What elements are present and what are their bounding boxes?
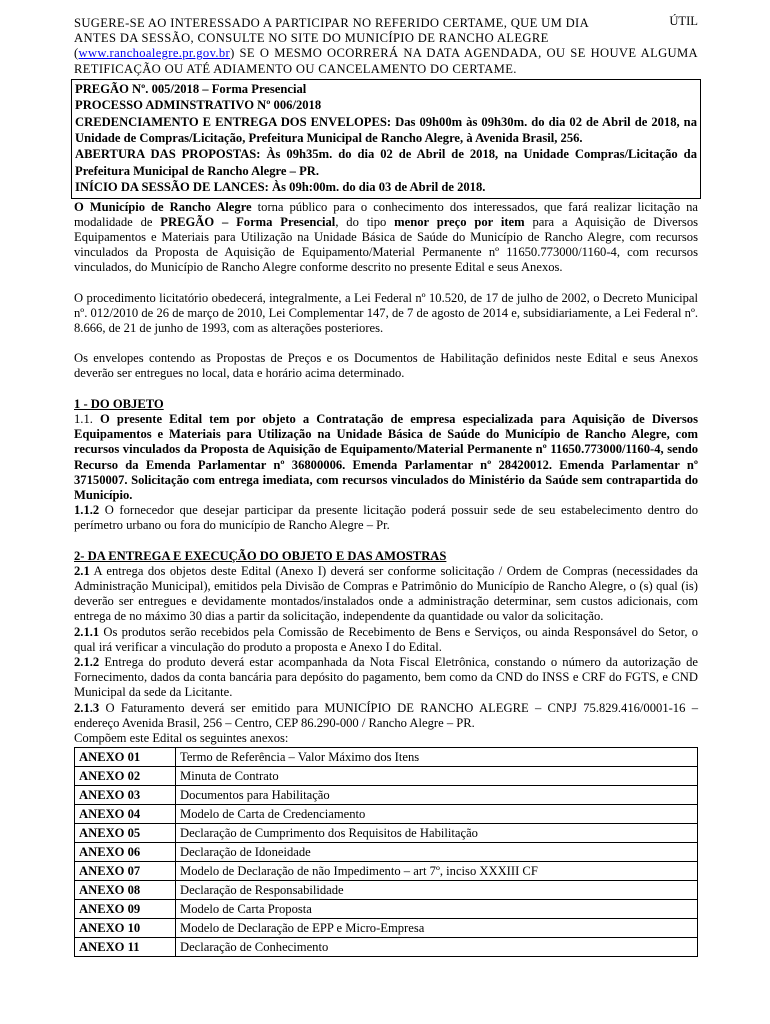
annex-table xyxy=(74,747,698,957)
annex-description: Declaração de Conhecimento xyxy=(176,938,698,957)
legal-basis-paragraph: O procedimento licitatório obedecerá, integralmente, a Lei Federal nº 10.520, de 17 de julho de 2002, o Decreto Municipal nº. 012/2010 de 26 de março de 2010, Lei Complementar 147, de 7 de agosto de 2014 e, subsidiariamente, a Lei Federal nº. 8.666, de 21 de junho de 1993, com as alterações posteriores. xyxy=(74,290,698,336)
section-1-title: 1 - DO OBJETO xyxy=(74,396,164,411)
annex-intro: Compõem este Edital os seguintes anexos: xyxy=(74,730,289,745)
annex-description: Modelo de Declaração de EPP e Micro-Empresa xyxy=(176,919,698,938)
clause-2-1 xyxy=(74,564,698,625)
annex-description: Declaração de Cumprimento dos Requisitos de Habilitação xyxy=(176,824,698,843)
clause-2-1-1-number: 2.1.1 xyxy=(74,624,100,639)
processo-line: PROCESSO ADMINSTRATIVO Nº 006/2018 xyxy=(75,98,322,113)
annex-id: ANEXO 10 xyxy=(75,919,176,938)
clause-2-1-3-text: O Faturamento deverá ser emitido para MUNICÍPIO DE RANCHO ALEGRE – CNPJ 75.829.416/0001-16 – endereço Avenida Brasil, 256 – Centro, CEP 86.290-000 / Rancho Alegre – PR. xyxy=(74,700,698,730)
table-row xyxy=(75,919,698,938)
clause-1-1-number: 1.1. xyxy=(74,411,93,426)
annex-description: Termo de Referência – Valor Máximo dos Itens xyxy=(176,748,698,767)
annex-description: Minuta de Contrato xyxy=(176,767,698,786)
annex-id: ANEXO 09 xyxy=(75,900,176,919)
clause-1-1-text: O presente Edital tem por objeto a Contratação de empresa especializada para Aquisição de Diversos Equipamentos e Materiais para Utilização na Unidade Básica de Saúde do Município de Rancho Alegre, com recursos vinculados da Proposta de Aquisição de Equipamento/Material Permanente nº 11650.773000/1160-4, sendo Recurso da Emenda Parlamentar nº 36800006. Emenda Parlamentar nº 28420012. Emenda Parlamentar nº 37150007. Solicitação com entrega imediata, com recursos vinculados do Ministério da Saúde sem contrapartida do Município. xyxy=(74,411,698,502)
inicio-line: INÍCIO DA SESSÃO DE LANCES: Às 09h:00m. do dia 03 de Abril de 2018. xyxy=(75,180,486,195)
table-row xyxy=(75,938,698,957)
annex-id: ANEXO 06 xyxy=(75,843,176,862)
p1-text-1: torna público para o conhecimento dos interessados, que fará realizar licitação na modalidade de xyxy=(74,199,698,229)
abertura-line: ABERTURA DAS PROPOSTAS: Às 09h35m. do dia 02 de Abril de 2018, na Unidade Compras/Licitação da Prefeitura Municipal de Rancho Alegre – PR. xyxy=(75,147,697,178)
annex-description: Modelo de Carta Proposta xyxy=(176,900,698,919)
annex-id: ANEXO 02 xyxy=(75,767,176,786)
clause-2-1-3-number: 2.1.3 xyxy=(74,700,100,715)
spacer xyxy=(74,382,698,397)
table-row xyxy=(75,881,698,900)
table-row xyxy=(75,786,698,805)
table-row xyxy=(75,767,698,786)
section-2-title: 2- DA ENTREGA E EXECUÇÃO DO OBJETO E DAS AMOSTRAS xyxy=(74,548,447,563)
p1-text-2: , do tipo xyxy=(335,214,395,229)
spacer xyxy=(74,534,698,549)
annex-id: ANEXO 05 xyxy=(75,824,176,843)
spacer xyxy=(74,276,698,291)
annex-description: Documentos para Habilitação xyxy=(176,786,698,805)
document-page xyxy=(74,16,698,957)
intro-text-1: SUGERE-SE AO INTERESSADO A PARTICIPAR NO REFERIDO CERTAME, QUE UM DIA xyxy=(74,16,590,30)
clause-2-1-1 xyxy=(74,625,698,655)
table-row xyxy=(75,748,698,767)
clause-1-1-2-text: O fornecedor que desejar participar da presente licitação poderá possuir sede de seu estabelecimento dentro do perímetro urbano ou fora do município de Rancho Alegre – Pr. xyxy=(74,503,698,533)
intro-line-1 xyxy=(74,16,698,31)
clause-2-1-1-text: Os produtos serão recebidos pela Comissão de Recebimento de Bens e Serviços, ou ainda Responsável do Setor, o qual irá verificar a vinculação do produto a proposta e Anexo I do Edital. xyxy=(74,624,698,654)
annex-id: ANEXO 08 xyxy=(75,881,176,900)
annex-table-body xyxy=(75,748,698,957)
clause-2-1-text: A entrega dos objetos deste Edital (Anexo I) deverá ser conforme solicitação / Ordem de Compras (necessidades da Administração Municipal), emitidos pela Divisão de Compras e Patrimônio do Município de Rancho Alegre, o (s) qual (is) deverão ser entregues e devidamente montados/instalados onde a administração determinar, sem custos adicionais, com entrega de no máximo 30 dias a partir da solicitação, independente da quantidade ou valor da solicitação. xyxy=(74,563,698,624)
annex-id: ANEXO 03 xyxy=(75,786,176,805)
intro-notice xyxy=(74,16,698,77)
clause-1-1-2 xyxy=(74,503,698,533)
table-row xyxy=(75,805,698,824)
clause-1-1-2-number: 1.1.2 xyxy=(74,503,100,518)
annex-id: ANEXO 04 xyxy=(75,805,176,824)
annex-id: ANEXO 01 xyxy=(75,748,176,767)
clause-2-1-number: 2.1 xyxy=(74,563,90,578)
table-row xyxy=(75,862,698,881)
intro-paren: ( xyxy=(74,46,79,61)
municipality-name: O Município de Rancho Alegre xyxy=(74,199,252,214)
table-row xyxy=(75,843,698,862)
p1-text-3: para a Aquisição de Diversos Equipamentos e Materiais para Utilização na Unidade Básica de Saúde do Município de Rancho Alegre, com recursos vinculados da Proposta de Aquisição de Equipamento/Material Permanente nº 11650.773000/1160-4, com recursos vinculados, do Município de Rancho Alegre conforme descrito no presente Edital e seus Anexos. xyxy=(74,214,699,275)
annex-description: Declaração de Responsabilidade xyxy=(176,881,698,900)
clause-1-1 xyxy=(74,412,698,503)
intro-line-2 xyxy=(74,31,698,46)
municipality-website-link[interactable]: www.ranchoalegre.pr.gov.br xyxy=(78,46,231,61)
annex-description: Modelo de Declaração de não Impedimento – art 7º, inciso XXXIII CF xyxy=(176,862,698,881)
intro-line-3 xyxy=(74,46,698,76)
spacer xyxy=(74,336,698,351)
table-row xyxy=(75,900,698,919)
util-label: ÚTIL xyxy=(669,14,698,28)
clause-2-1-2 xyxy=(74,655,698,701)
intro-text-3: ) SE O MESMO OCORRERÁ NA DATA AGENDADA, OU SE HOUVE ALGUMA RETIFICAÇÃO OU ATÉ ADIAMENTO OU CANCELAMENTO DO CERTAME. xyxy=(74,46,698,76)
table-row xyxy=(75,824,698,843)
intro-text-2: ANTES DA SESSÃO, CONSULTE NO SITE DO MUNICÍPIO DE RANCHO ALEGRE xyxy=(74,31,549,46)
clause-2-1-3 xyxy=(74,701,698,731)
pregao-line: PREGÃO Nº. 005/2018 – Forma Presencial xyxy=(75,81,307,96)
annex-description: Modelo de Carta de Credenciamento xyxy=(176,805,698,824)
modality: PREGÃO – Forma Presencial xyxy=(160,214,336,229)
clause-2-1-2-number: 2.1.2 xyxy=(74,654,100,669)
annex-description: Declaração de Idoneidade xyxy=(176,843,698,862)
annex-id: ANEXO 11 xyxy=(75,938,176,957)
clause-2-1-2-text: Entrega do produto deverá estar acompanhada da Nota Fiscal Eletrônica, constando o número da autorização de Fornecimento, dados da conta bancária para depósito do pagamento, bem como da CND do INSS e CRF do FGTS, e CND Municipal da sede da Licitante. xyxy=(74,654,698,700)
type: menor preço por item xyxy=(394,214,525,229)
annex-id: ANEXO 07 xyxy=(75,862,176,881)
envelopes-paragraph: Os envelopes contendo as Propostas de Preços e os Documentos de Habilitação definidos neste Edital e seus Anexos deverão ser entregues no local, data e horário acima determinado. xyxy=(74,351,698,381)
header-box xyxy=(71,79,701,199)
opening-paragraph xyxy=(74,200,698,276)
credenciamento-line: CREDENCIAMENTO E ENTREGA DOS ENVELOPES: Das 09h00m às 09h30m. do dia 02 de Abril de 2018, na Unidade de Compras/Licitação, Prefeitura Municipal de Rancho Alegre, à Avenida Brasil, 256. xyxy=(75,114,697,146)
